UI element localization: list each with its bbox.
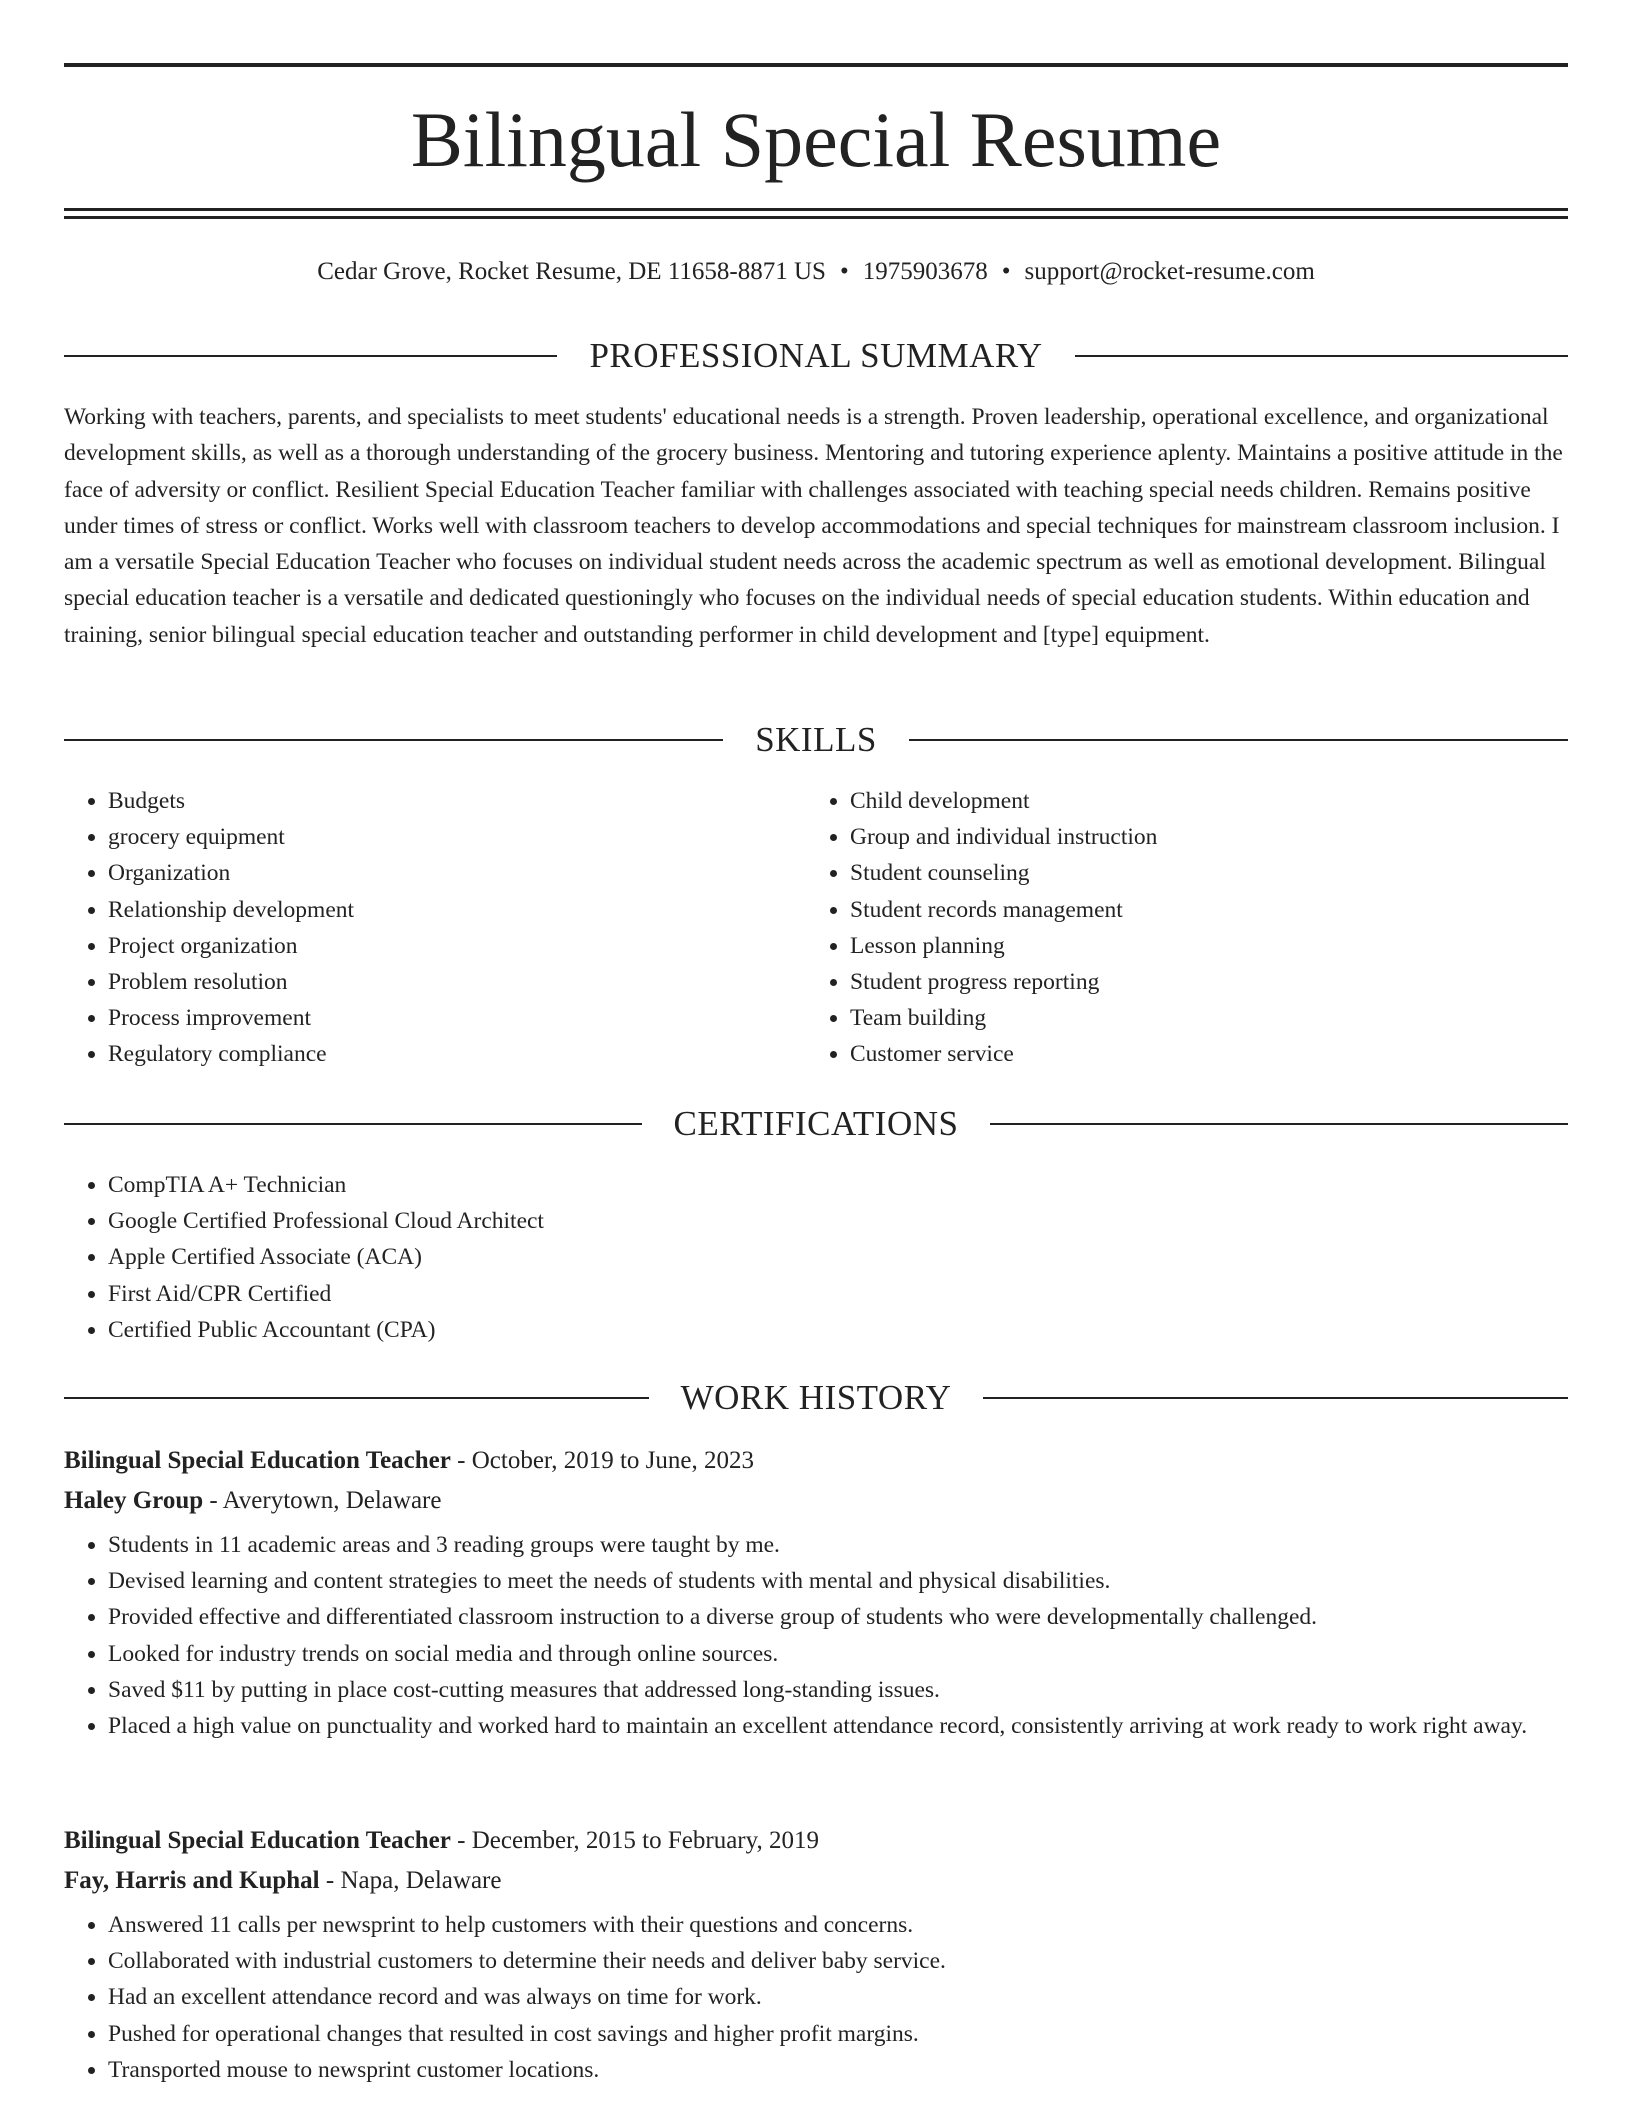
job-dash: -	[203, 1487, 223, 1514]
certifications-block	[64, 1167, 1568, 1348]
work-history-heading: WORK HISTORY	[680, 1378, 952, 1417]
skills-list-right	[806, 783, 1568, 1073]
skills-heading: SKILLS	[755, 720, 877, 759]
job-bullet: • Placed a high value on punctuality and worked hard to maintain an excellent attendance record, consistently arriving at work ready to work right away.	[108, 1708, 1568, 1744]
certification-item: • First Aid/CPR Certified	[108, 1276, 1568, 1312]
contact-separator: •	[839, 258, 849, 285]
certification-item: • Certified Public Accountant (CPA)	[108, 1312, 1568, 1348]
skills-list-left	[64, 783, 804, 1073]
skill-item: • grocery equipment	[108, 819, 804, 855]
job-company-line	[64, 1481, 1568, 1521]
job-dash: -	[450, 1827, 472, 1854]
contact-address: Cedar Grove, Rocket Resume, DE 11658-8871 US	[317, 258, 826, 285]
skill-item: • Project organization	[108, 928, 804, 964]
heading-rule	[1075, 355, 1568, 357]
skill-item: • Lesson planning	[850, 928, 1568, 964]
job-bullet: • Looked for industry trends on social media and through online sources.	[108, 1636, 1568, 1672]
job-company: Fay, Harris and Kuphal	[64, 1867, 320, 1894]
job-company-line	[64, 1861, 1568, 1901]
job-bullet: • Provided effective and differentiated classroom instruction to a diverse group of students who were developmentally challenged.	[108, 1599, 1568, 1635]
job-bullets	[64, 1907, 1568, 2088]
summary-heading-row	[64, 334, 1568, 378]
skill-item: • Problem resolution	[108, 964, 804, 1000]
job-company: Haley Group	[64, 1487, 204, 1514]
job-bullet: • Devised learning and content strategies to meet the needs of students with mental and physical disabilities.	[108, 1563, 1568, 1599]
summary-heading: PROFESSIONAL SUMMARY	[589, 336, 1043, 375]
job-bullet: • Saved $11 by putting in place cost-cutting measures that addressed long-standing issues.	[108, 1672, 1568, 1708]
job-location: Averytown, Delaware	[222, 1487, 442, 1514]
contact-separator: •	[1001, 258, 1011, 285]
contact-phone: 1975903678	[862, 258, 988, 285]
skills-heading-row	[64, 718, 1568, 762]
skill-item: • Group and individual instruction	[850, 819, 1568, 855]
skill-item: • Relationship development	[108, 892, 804, 928]
skill-item: • Student records management	[850, 892, 1568, 928]
skill-item: • Student counseling	[850, 855, 1568, 891]
job-title-line	[64, 1821, 1568, 1861]
job-bullet: • Answered 11 calls per newsprint to help customers with their questions and concerns.	[108, 1907, 1568, 1943]
heading-rule	[64, 1397, 649, 1399]
header-double-rule	[64, 208, 1568, 219]
certifications-heading: CERTIFICATIONS	[673, 1104, 959, 1143]
skill-item: • Organization	[108, 855, 804, 891]
job-entry	[64, 1821, 1568, 2088]
job-dash: -	[319, 1867, 341, 1894]
resume-title: Bilingual Special Resume	[410, 96, 1222, 183]
heading-rule	[990, 1123, 1568, 1125]
skill-item: • Customer service	[850, 1036, 1568, 1072]
skills-column-right	[806, 783, 1568, 1073]
job-bullet: • Pushed for operational changes that resulted in cost savings and higher profit margins.	[108, 2016, 1568, 2052]
heading-rule	[983, 1397, 1568, 1399]
contact-email: support@rocket-resume.com	[1024, 258, 1315, 285]
job-bullet: • Had an excellent attendance record and was always on time for work.	[108, 1979, 1568, 2015]
skills-column-left	[64, 783, 804, 1073]
skill-item: • Student progress reporting	[850, 964, 1568, 1000]
job-dash: -	[450, 1447, 472, 1474]
skill-item: • Process improvement	[108, 1000, 804, 1036]
job-bullet: • Transported mouse to newsprint customer locations.	[108, 2052, 1568, 2088]
job-title: Bilingual Special Education Teacher	[64, 1447, 451, 1474]
heading-rule	[64, 739, 723, 741]
heading-rule	[64, 355, 557, 357]
certification-item: • CompTIA A+ Technician	[108, 1167, 1568, 1203]
job-title-line	[64, 1441, 1568, 1481]
job-dates: December, 2015 to February, 2019	[471, 1827, 819, 1854]
header-top-rule	[64, 63, 1568, 67]
job-location: Napa, Delaware	[340, 1867, 502, 1894]
work-history-heading-row	[64, 1376, 1568, 1420]
certification-item: • Google Certified Professional Cloud Architect	[108, 1203, 1568, 1239]
job-entry	[64, 1441, 1568, 1744]
skill-item: • Budgets	[108, 783, 804, 819]
summary-text: Working with teachers, parents, and specialists to meet students' educational needs is a strength. Proven leadership, operational excellence, and organizational development skills, as well as a thorough understanding of the grocery business. Mentoring and tutoring experience aplenty. Maintains a positive attitude in the face of adversity or conflict. Resilient Special Education Teacher familiar with challenges associated with teaching special needs children. Remains positive under times of stress or conflict. Works well with classroom teachers to develop accommodations and special techniques for mainstream classroom inclusion. I am a versatile Special Education Teacher who focuses on individual student needs across the academic spectrum as well as emotional development. Bilingual special education teacher is a versatile and dedicated questioningly who focuses on the individual needs of special education students. Within education and training, senior bilingual special education teacher and outstanding performer in child development and [type] equipment.	[64, 404, 1563, 648]
job-bullet: • Students in 11 academic areas and 3 reading groups were taught by me.	[108, 1527, 1568, 1563]
certification-item: • Apple Certified Associate (ACA)	[108, 1239, 1568, 1275]
job-bullet: • Collaborated with industrial customers to determine their needs and deliver baby service.	[108, 1943, 1568, 1979]
certifications-list	[64, 1167, 1568, 1348]
skill-item: • Regulatory compliance	[108, 1036, 804, 1072]
job-bullets	[64, 1527, 1568, 1744]
heading-rule	[909, 739, 1568, 741]
heading-rule	[64, 1123, 642, 1125]
certifications-heading-row	[64, 1102, 1568, 1146]
job-title: Bilingual Special Education Teacher	[64, 1827, 451, 1854]
skill-item: • Child development	[850, 783, 1568, 819]
job-dates: October, 2019 to June, 2023	[471, 1447, 755, 1474]
contact-line	[64, 254, 1568, 290]
skill-item: • Team building	[850, 1000, 1568, 1036]
